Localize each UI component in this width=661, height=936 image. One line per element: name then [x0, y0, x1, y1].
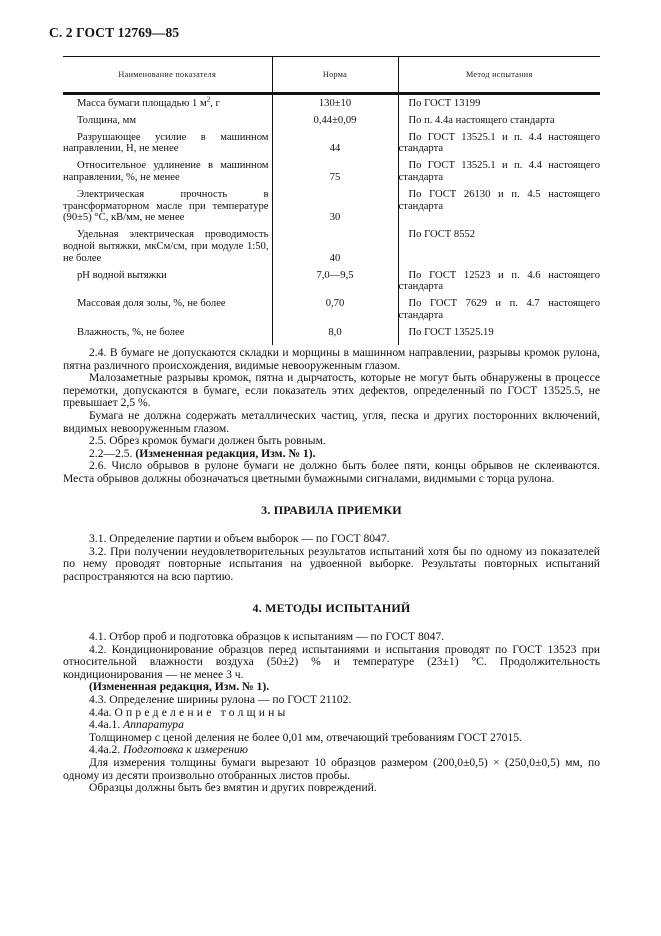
indicator-name: Массовая доля золы, %, не более	[77, 298, 226, 310]
column-header-name: Наименование показателя	[63, 57, 272, 94]
norm-value: 130±10	[272, 94, 398, 112]
paragraph-3-1: 3.1. Определение партии и объем выборок — по ГОСТ 8047.	[89, 532, 390, 546]
paragraph-4-4a-1-text: Толщиномер с ценой деления не более 0,01 мм, отвечающий требованиям ГОСТ 27015.	[89, 730, 522, 744]
column-header-method: Метод испытания	[398, 57, 600, 94]
indicator-name: Масса бумаги площадью 1 $м^2$, г	[77, 95, 220, 109]
test-method: По ГОСТ 13525.1 и п. 4.4 настоящего стандарта	[398, 129, 600, 158]
paragraph-4-4a-2-text2: Образцы должны быть без вмятин и других повреждений.	[89, 781, 377, 795]
indicator-name: Толщина, мм	[77, 114, 137, 126]
test-method: По ГОСТ 8552	[398, 226, 600, 266]
test-method: По ГОСТ 26130 и п. 4.5 настоящего стандарта	[398, 186, 600, 226]
paragraph-4-1: 4.1. Отбор проб и подготовка образцов к испытаниям — по ГОСТ 8047.	[89, 630, 445, 644]
indicator-name: pH водной вытяжки	[77, 269, 167, 281]
subsection-title: Подготовка к измерению	[123, 743, 248, 757]
norm-value: 7,0—9,5	[272, 267, 398, 296]
norm-value: 30	[272, 186, 398, 226]
table-row	[63, 94, 600, 112]
paragraph-4-2-amendment: (Измененная редакция, Изм. № 1).	[89, 680, 270, 694]
subsection-title: Аппаратура	[123, 718, 184, 732]
test-method: По ГОСТ 12523 и п. 4.6 настоящего стандарта	[398, 267, 600, 296]
paragraph-4-3: 4.3. Определение ширины рулона — по ГОСТ 21102.	[89, 693, 352, 707]
table-row	[63, 324, 600, 345]
document-body	[63, 347, 600, 795]
paragraph-2-6: 2.6. Число обрывов в рулоне бумаги не должно быть более пяти, концы обрывов не склеиваются. Места обрывов должны обозначаться цветными бумажными сигналами, видимыми с торца рулона.	[63, 459, 600, 485]
test-method: По ГОСТ 13199	[398, 94, 600, 112]
table-header-row	[63, 57, 600, 94]
specification-table	[63, 56, 600, 345]
test-method: По ГОСТ 13525.1 и п. 4.4 настоящего стандарта	[398, 157, 600, 186]
paragraph-2-2-2-5-amendment: 2.2—2.5. (Измененная редакция, Изм. № 1).	[89, 446, 316, 460]
test-method: По ГОСТ 7629 и п. 4.7 настоящего стандарта	[398, 295, 600, 324]
indicator-name: Влажность, %, не более	[77, 326, 185, 338]
indicator-name: Относительное удлинение в машинном направлении, %, не менее	[63, 160, 269, 183]
amendment-note: (Измененная редакция, Изм. № 1).	[135, 446, 316, 460]
paragraph-3-2: 3.2. При получении неудовлетворительных результатов испытаний хотя бы по одному из показателей по нему проводят повторные испытания на удвоенной выборке. Результаты повторных испытаний распространяются на всю партию.	[63, 544, 600, 583]
indicator-name: Удельная электрическая проводимость водной вытяжки, мкСм/см, при модуле 1:50, не более	[63, 229, 269, 264]
table-row	[63, 157, 600, 186]
paragraph-2-4-particles: Бумага не должна содержать металлических частиц, угля, песка и других посторонних включений, видимых невооруженным глазом.	[63, 408, 600, 435]
table-row	[63, 129, 600, 158]
norm-value: 0,44±0,09	[272, 112, 398, 129]
subsection-title: Определение толщины	[114, 705, 289, 719]
norm-value: 0,70	[272, 295, 398, 324]
test-method: По ГОСТ 13525.19	[398, 324, 600, 345]
paragraph-4-4a-2-text: Для измерения толщины бумаги вырезают 10 образцов размером (200,0±0,5) × (250,0±0,5) мм, по одному из десяти произвольно отобранных листов пробы.	[63, 756, 600, 782]
paragraph-2-4-defects: Малозаметные разрывы кромок, пятна и дырчатость, которые не могут быть обнаружены в процессе перемотки, допускаются в бумаге, если показатель этих дефектов, определенный по ГОСТ 13525.5, не превышает 2,5 %.	[63, 371, 600, 410]
test-method: По п. 4.4а настоящего стандарта	[398, 112, 600, 129]
indicator-name: Электрическая прочность в трансформаторном масле при температуре (90±5) °С, кВ/мм, не менее	[63, 188, 269, 224]
paragraph-4-4a-1: 4.4а.1. Аппаратура	[89, 718, 184, 732]
paragraph-4-2: 4.2. Кондиционирование образцов перед испытаниями и испытания проводят по ГОСТ 13523 при относительной влажности воздуха (50±2) % и температуре (23±1) °С. Продолжительность кондиционирования — не менее 3 ч.	[63, 642, 600, 681]
norm-value: 44	[272, 129, 398, 158]
norm-value: 75	[272, 157, 398, 186]
table-row	[63, 267, 600, 296]
indicator-name: Разрушающее усилие в машинном направлении, Н, не менее	[63, 131, 269, 155]
column-header-norm: Норма	[272, 57, 398, 94]
page-header: С. 2 ГОСТ 12769—85	[49, 25, 180, 40]
norm-value: 8,0	[272, 324, 398, 345]
table-row	[63, 295, 600, 324]
norm-value: 40	[272, 226, 398, 266]
table-row	[63, 186, 600, 226]
paragraph-4-4a: 4.4а. Определение толщины	[89, 705, 289, 719]
paragraph-2-5: 2.5. Обрез кромок бумаги должен быть ровным.	[89, 434, 326, 448]
section-3-title: 3. ПРАВИЛА ПРИЕМКИ	[261, 502, 402, 517]
table-row	[63, 112, 600, 129]
table-row	[63, 226, 600, 266]
paragraph-2-4: 2.4. В бумаге не допускаются складки и морщины в машинном направлении, разрывы кромок рулона, пятна различного происхождения, видимые невооруженным глазом.	[63, 346, 600, 372]
paragraph-4-4a-2: 4.4а.2. Подготовка к измерению	[89, 743, 248, 757]
section-4-title: 4. МЕТОДЫ ИСПЫТАНИЙ	[252, 600, 411, 615]
